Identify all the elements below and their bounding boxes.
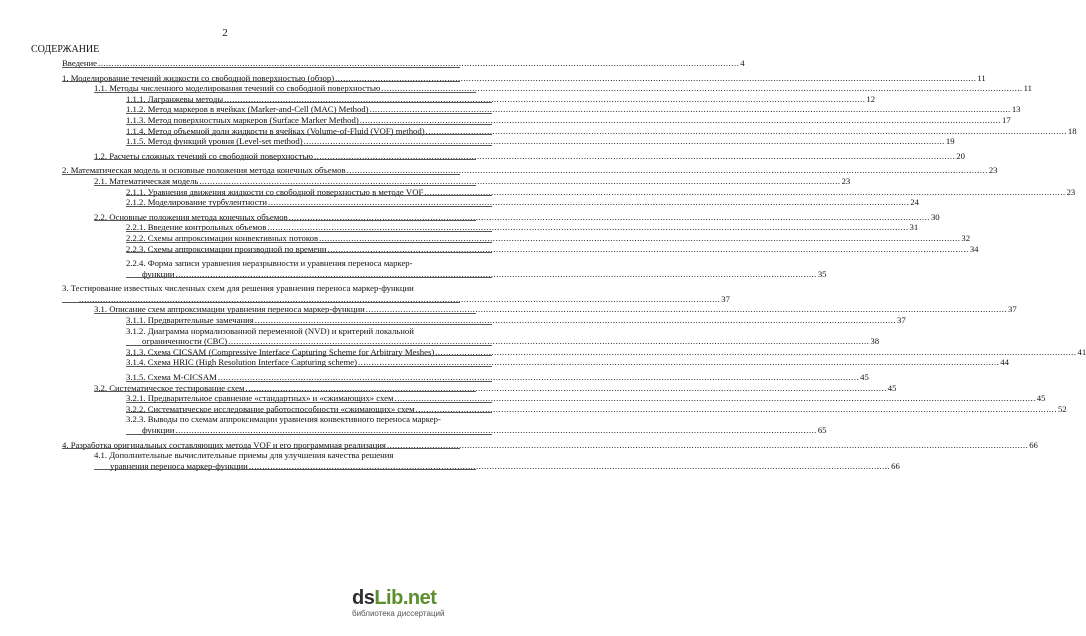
toc-entry-underline [126,145,492,146]
toc-page-number: 18 [1067,125,1077,136]
toc-leader-dots [387,440,1028,451]
toc-entry-title: 4.1. Дополнительные вычислительные приемы для улучшения качества решения [94,450,394,461]
toc-entry-title: 3.2.1. Предварительное сравнение «стандартных» и «сжимающих» схем [126,393,394,404]
toc-entry[interactable] [126,232,971,244]
toc-entry[interactable] [62,58,745,69]
toc-entry-underline [94,185,476,186]
toc-entry[interactable] [94,450,900,471]
toc-entry-underline [94,469,476,470]
toc-entry-title: 4. Разработка оригинальных составляющих метода VOF и его программная реализация [62,439,386,450]
toc-entry-underline [94,391,476,392]
toc-entry-title: 2.1.2. Моделирование турбулентности [126,197,268,208]
toc-page-number: 23 [988,165,998,176]
toc-entry-title: 2.2.3. Схемы аппроксимации производной по времени [126,243,327,254]
toc-page-number: 24 [910,197,919,208]
toc-entry[interactable] [94,211,940,223]
toc-entry-title: 1. Моделирование течений жидкости со свободной поверхностью (обзор) [62,72,335,83]
toc-entry-title: 3.2.2. Систематическое исследование работоспособности «сжимающих» схем [126,403,415,414]
toc-entry-title: 1.1. Методы численного моделирования течений со свободной поверхностью [94,83,381,94]
toc-entry-underline [126,434,492,435]
toc-page-number: 30 [930,211,940,222]
toc-page-number: 19 [945,136,955,147]
toc-entry-underline [62,174,460,175]
watermark-logo [352,588,450,618]
toc-entry[interactable] [126,372,869,383]
page-number: 2 [222,27,228,39]
toc-page-number: 45 [860,372,869,383]
toc-entry[interactable] [126,414,827,435]
toc-entry-title: 3.1.4. Схема HRIC (High Resolution Interface Capturing scheme) [126,357,358,368]
toc-entry-title: 3.1.3. Схема CICSAM (Compressive Interface Capturing Scheme for Arbitrary Meshes) [126,346,435,357]
toc-entry-underline [94,220,476,221]
toc-leader-dots [426,126,1067,137]
toc-entry-underline [94,159,476,160]
toc-entry[interactable] [94,382,897,394]
toc-entry-title: Введение [62,58,98,68]
toc-entry-underline [62,81,460,82]
toc-entry[interactable] [94,304,1017,315]
toc-entry-underline [126,355,492,356]
toc-entry-title: 1.1.5. Метод функций уровня (Level-set method) [126,136,303,147]
toc-entry-underline [126,102,492,103]
table-of-contents [0,58,1086,471]
toc-page-number: 44 [1000,357,1009,368]
toc-entry-underline [94,92,476,93]
toc-entry[interactable] [126,114,1011,126]
toc-page-number: 35 [817,268,827,279]
toc-page-number: 31 [909,222,919,233]
toc-entry-title: 3.2.3. Выводы по схемам аппроксимации уравнения конвективного переноса маркер- [126,414,441,425]
toc-entry-underline [126,124,492,125]
toc-entry[interactable] [126,186,1076,198]
toc-entry[interactable] [94,83,1032,94]
toc-page-number: 23 [841,175,851,186]
toc-page-number: 4 [740,58,745,68]
watermark-brand-right: Lib.net [374,587,437,609]
toc-page-number: 37 [897,315,906,326]
toc-entry-title: 3.2. Систематическое тестирование схем [94,382,245,393]
watermark-brand [352,588,450,608]
toc-leader-dots [435,347,1076,358]
watermark-brand-left: ds [352,587,375,609]
toc-entry-title: 1.1.2. Метод маркеров в ячейках (Marker-and-Cell (MAC) Method) [126,104,369,115]
toc-entry-underline [126,277,492,278]
toc-entry-underline [126,134,492,135]
toc-entry[interactable] [126,136,955,147]
toc-page-number: 41 [1077,346,1086,357]
toc-entry-title: 1.2. Расчеты сложных течений со свободной поверхностью [94,150,313,161]
toc-entry-underline [62,448,460,449]
toc-entry[interactable] [126,104,1021,115]
toc-page-number: 32 [961,232,971,243]
toc-entry-underline [126,324,492,325]
toc-leader-dots [381,83,1022,94]
toc-entry[interactable] [126,357,1009,368]
toc-page-number: 52 [1057,403,1067,414]
toc-entry[interactable] [62,283,730,304]
toc-entry-title: 2.1. Математическая модель [94,175,199,186]
toc-entry[interactable] [126,258,827,279]
toc-entry-underline [94,313,476,314]
toc-entry-title: 2.2.1. Введение контрольных объемов [126,222,267,233]
toc-entry-title: 2.2.2. Схемы аппроксимации конвективных потоков [126,232,319,243]
toc-entry-title: 3.1.1. Предварительные замечания [126,315,254,326]
toc-entry-title: 2. Математическая модель и основные положения метода конечных объемов [62,165,346,176]
toc-entry[interactable] [126,403,1067,415]
toc-entry[interactable] [62,439,1038,451]
toc-entry-title-continued: функции [142,425,175,435]
toc-entry-underline [126,402,492,403]
toc-entry[interactable] [126,315,906,326]
toc-entry-underline [62,67,460,68]
toc-entry-underline [126,381,492,382]
toc-entry-title: 1.1.3. Метод поверхностных маркеров (Surface Marker Method) [126,114,359,125]
toc-entry-title-continued: ограниченности (CBC) [142,336,228,347]
toc-entry-title: 2.1.1. Уравнения движения жидкости со свободной поверхностью в методе VOF [126,186,424,197]
toc-page-number: 37 [721,293,730,304]
toc-entry-underline [126,366,492,367]
toc-entry-underline [126,113,492,114]
toc-page-number: 23 [1066,186,1076,197]
toc-entry-title: 1.1.4. Метод объемной доли жидкости в ячейках (Volume-of-Fluid (VOF) method) [126,125,425,136]
toc-entry[interactable] [94,150,965,162]
toc-page-number: 37 [1008,304,1017,315]
toc-entry[interactable] [126,93,876,105]
toc-page-number: 45 [887,382,897,393]
toc-entry-title: 1.1.1. Лагранжевы методы [126,93,224,104]
toc-entry[interactable] [126,325,880,347]
toc-page-number: 66 [891,460,900,471]
toc-entry-underline [126,252,492,253]
toc-entry-underline [126,345,492,346]
toc-entry-underline [62,302,460,303]
toc-page-number: 66 [1029,439,1038,450]
toc-entry-title: 3.1. Описание схем аппроксимации уравнения переноса маркер-функции [94,304,365,315]
toc-entry[interactable] [126,346,1086,358]
toc-entry[interactable] [62,72,986,84]
toc-page-number: 45 [1036,393,1046,404]
toc-entry-title: 3.1.2. Диаграмма нормализованной переменной (NVD) и критерий локальной [126,325,414,336]
toc-page-number: 11 [1023,83,1032,94]
toc-entry-title: 3.1.5. Схема M-CICSAM [126,372,217,383]
toc-entry[interactable] [126,125,1077,137]
toc-entry-underline [126,231,492,232]
toc-entry-underline [126,195,492,196]
toc-leader-dots [424,187,1065,198]
toc-page-number: 17 [1001,114,1011,125]
toc-entry-title: 2.2.4. Форма записи уравнения неразрывности и уравнения переноса маркер- [126,258,413,269]
toc-entry[interactable] [62,165,998,176]
toc-page-number: 34 [969,243,979,254]
toc-entry[interactable] [126,243,979,255]
toc-entry-title-continued: уравнения переноса маркер-функции [110,460,248,471]
toc-entry-title-continued: функции [142,268,175,279]
toc-page-number: 20 [956,150,965,161]
toc-entry-title: 3. Тестирование известных численных схем для решения уравнения переноса маркер-функции [62,283,414,294]
toc-entry[interactable] [126,197,919,208]
toc-page-number: 12 [866,93,876,104]
toc-leader-dots [416,404,1057,415]
toc-page-number: 38 [870,336,880,347]
toc-page-number: 65 [817,425,827,435]
toc-entry[interactable] [126,222,919,233]
watermark-subtitle: библиотека диссертаций [352,609,445,618]
toc-entry-underline [126,242,492,243]
toc-entry-underline [126,206,492,207]
toc-entry-underline [126,412,492,413]
toc-entry[interactable] [126,393,1046,404]
toc-entry-title: 2.2. Основные положения метода конечных объемов [94,211,288,222]
toc-heading: СОДЕРЖАНИЕ [31,44,100,55]
toc-page-number: 13 [1011,104,1021,115]
toc-page-number: 11 [977,72,986,83]
toc-entry[interactable] [94,175,851,187]
